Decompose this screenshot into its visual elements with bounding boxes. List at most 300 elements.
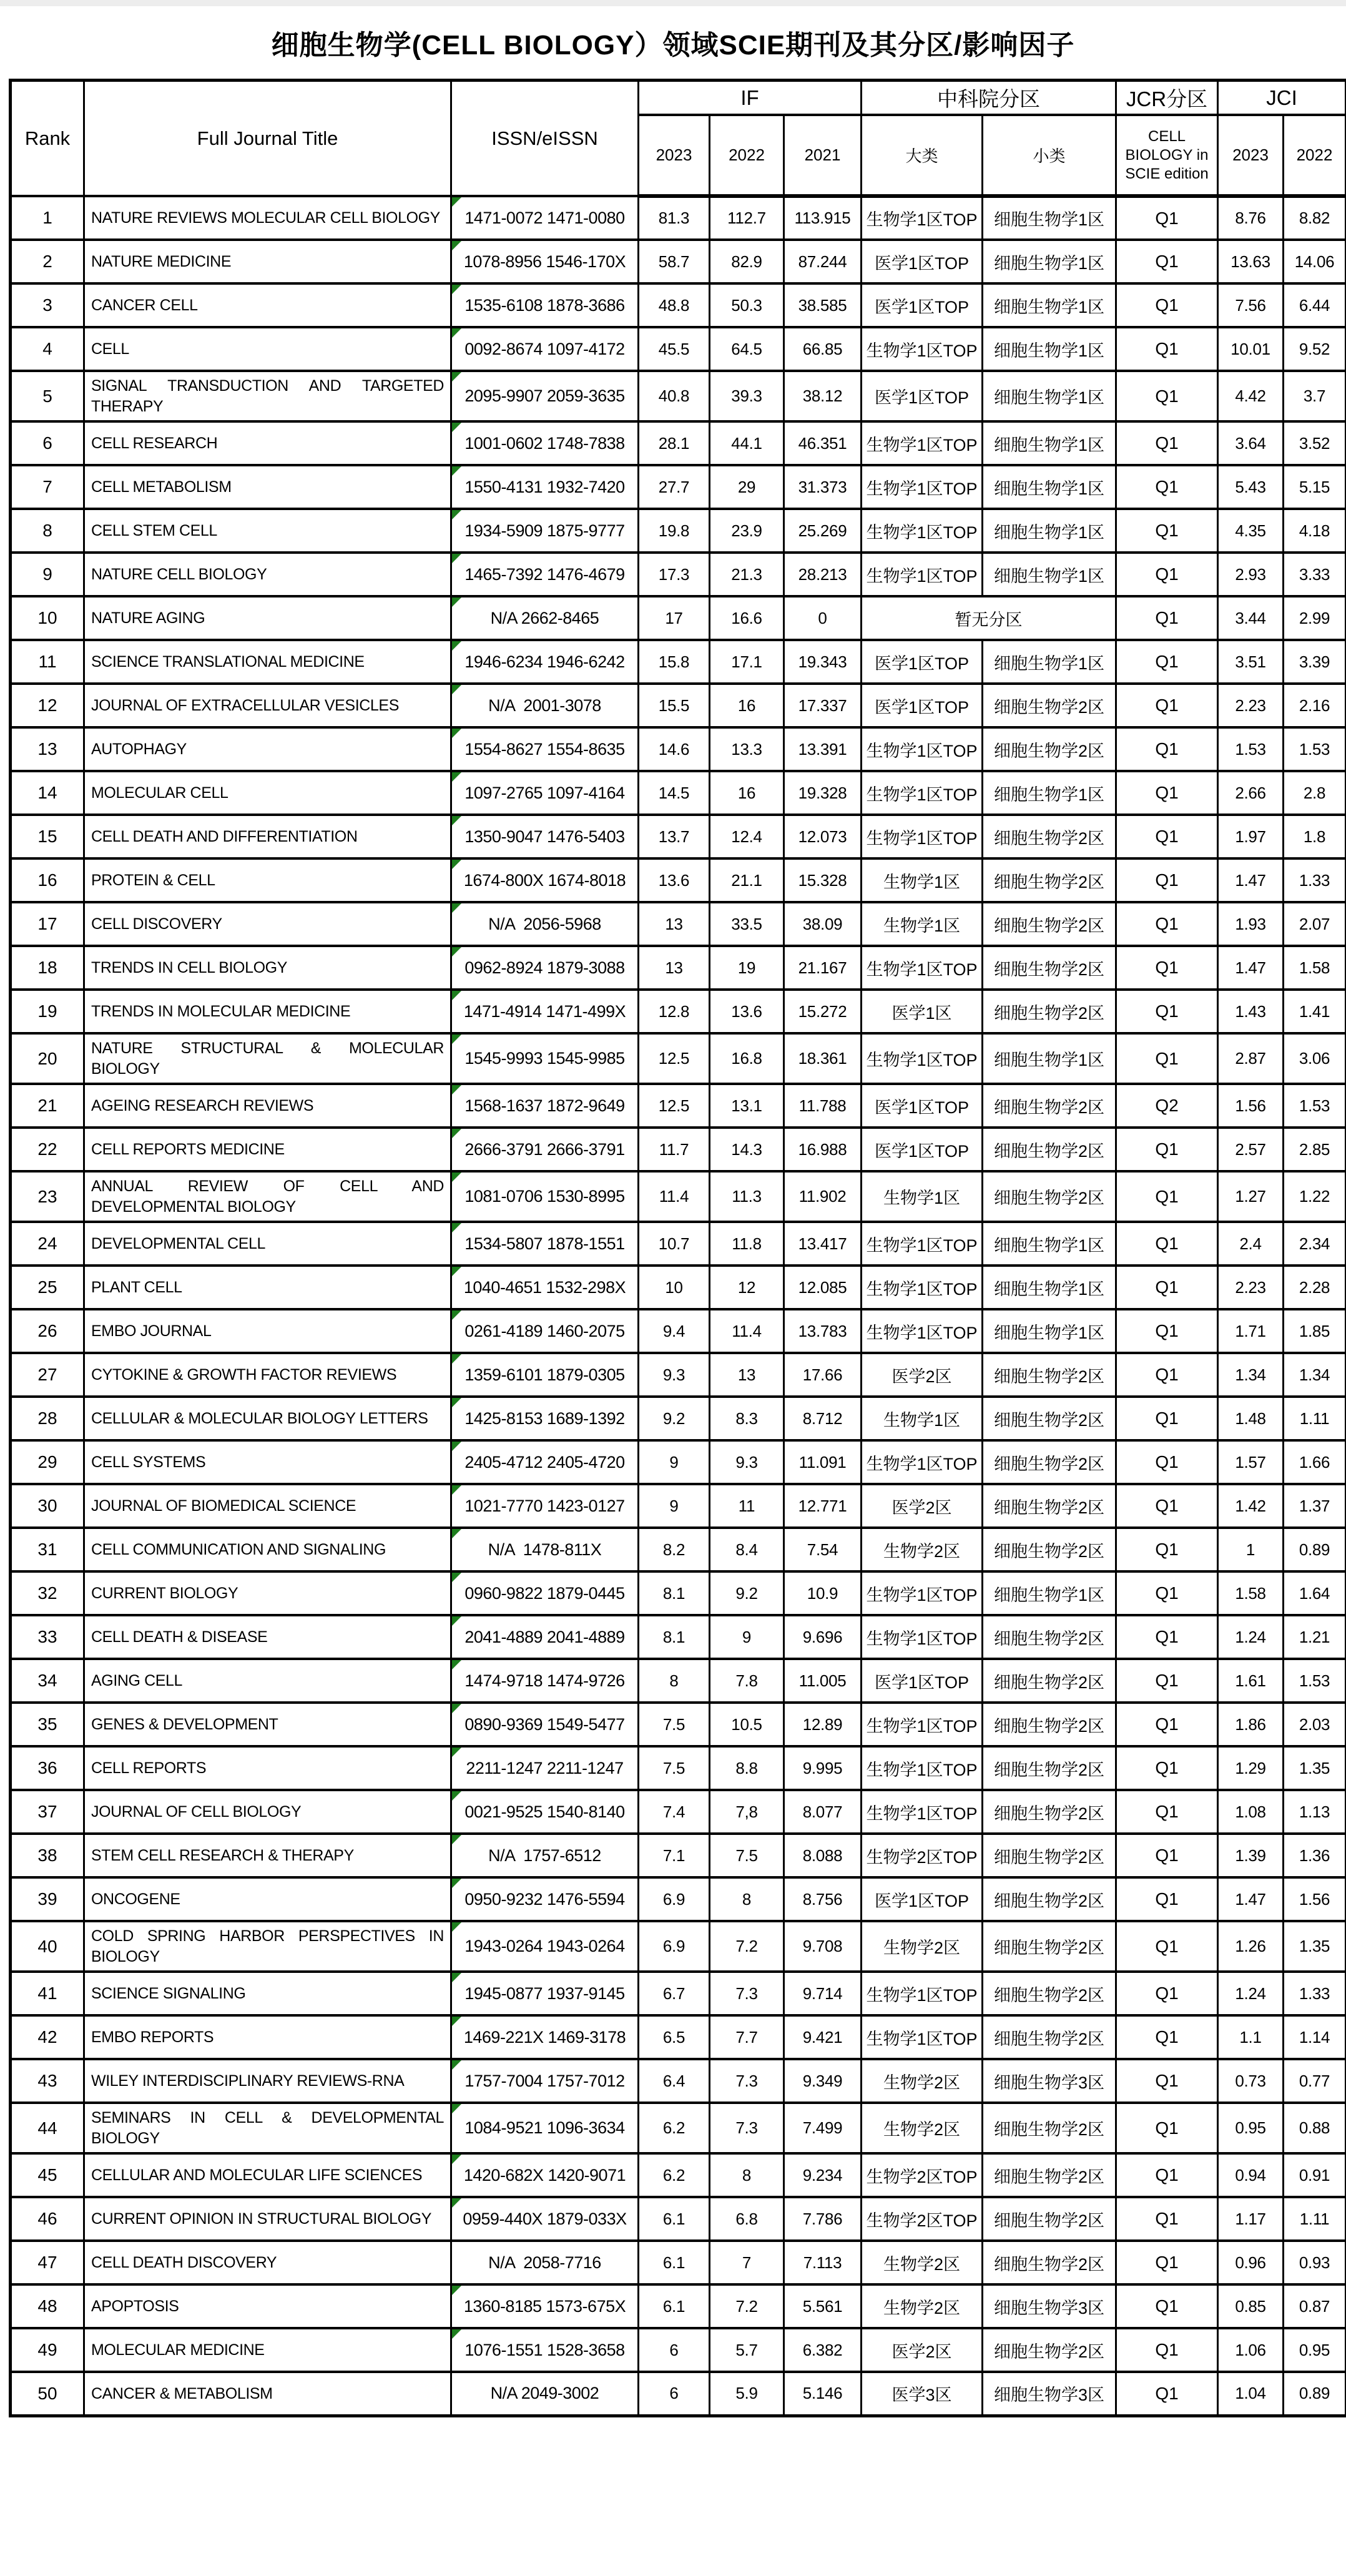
if-2022-cell: 29 <box>710 465 784 509</box>
jci-2023-cell: 1.1 <box>1218 2015 1284 2059</box>
green-corner-marker-icon <box>452 947 461 956</box>
table-row <box>11 421 1346 465</box>
green-corner-marker-icon <box>452 466 461 476</box>
if-2023-cell: 17 <box>639 596 710 640</box>
green-corner-marker-icon <box>452 991 461 1000</box>
table-row <box>11 371 1346 421</box>
issn-value: 1084-9521 1096-3634 <box>464 2118 625 2137</box>
if-2021-cell: 13.391 <box>784 727 862 771</box>
if-2023-cell: 11.7 <box>639 1128 710 1171</box>
green-corner-marker-icon <box>452 1129 461 1138</box>
jci-2022-cell: 1.22 <box>1284 1171 1346 1222</box>
if-2022-cell: 8 <box>710 1877 784 1921</box>
table-row <box>11 2284 1346 2328</box>
cas-major-cell: 生物学1区TOP <box>862 2015 983 2059</box>
if-2023-cell: 17.3 <box>639 553 710 596</box>
green-corner-marker-icon <box>452 2104 461 2113</box>
jcr-quartile-cell: Q1 <box>1116 2372 1218 2416</box>
issn-value: 2041-4889 2041-4889 <box>464 1627 625 1646</box>
journal-title-cell: SEMINARS IN CELL & DEVELOPMENTAL BIOLOGY <box>84 2103 451 2153</box>
issn-value: 1040-4651 1532-298X <box>463 1277 626 1297</box>
rank-cell: 2 <box>11 240 84 283</box>
cas-minor-cell: 细胞生物学3区 <box>983 2059 1116 2103</box>
issn-value: 1471-4914 1471-499X <box>463 1001 626 1021</box>
table-row <box>11 2015 1346 2059</box>
rank-cell: 3 <box>11 283 84 327</box>
jci-2022-cell: 0.93 <box>1284 2241 1346 2284</box>
cas-major-cell: 生物学1区 <box>862 1171 983 1222</box>
if-2023-cell: 7.5 <box>639 1703 710 1746</box>
rank-cell: 11 <box>11 640 84 684</box>
journal-title-cell: CELL SYSTEMS <box>84 1440 451 1484</box>
cas-major-cell: 医学2区 <box>862 2328 983 2372</box>
jci-2023-cell: 1.47 <box>1218 858 1284 902</box>
journal-title-cell: GENES & DEVELOPMENT <box>84 1703 451 1746</box>
issn-cell <box>451 1659 639 1703</box>
jci-2023-cell: 3.51 <box>1218 640 1284 684</box>
rank-cell: 19 <box>11 990 84 1033</box>
jci-2023-cell: 1.24 <box>1218 1972 1284 2015</box>
jci-2023-cell: 8.76 <box>1218 196 1284 240</box>
issn-value: 1359-6101 1879-0305 <box>464 1365 625 1384</box>
cas-major-cell: 生物学2区 <box>862 2059 983 2103</box>
rank-cell: 1 <box>11 196 84 240</box>
table-row <box>11 1033 1346 1084</box>
issn-cell <box>451 1033 639 1084</box>
if-2023-cell: 8.1 <box>639 1571 710 1615</box>
issn-value: 1945-0877 1937-9145 <box>464 1984 625 2003</box>
journal-title-cell: CELL DEATH AND DIFFERENTIATION <box>84 815 451 858</box>
issn-value: 1360-8185 1573-675X <box>463 2296 626 2316</box>
issn-value: 0092-8674 1097-4172 <box>464 339 625 358</box>
jci-2022-cell: 0.77 <box>1284 2059 1346 2103</box>
if-2023-cell: 10 <box>639 1266 710 1309</box>
if-2023-cell: 6.9 <box>639 1877 710 1921</box>
table-row <box>11 2059 1346 2103</box>
cas-minor-cell: 细胞生物学2区 <box>983 2153 1116 2197</box>
cas-major-cell: 暂无分区 <box>862 596 1116 640</box>
table-row <box>11 2372 1346 2416</box>
cas-major-header: 大类 <box>862 115 983 196</box>
journal-title-cell: EMBO REPORTS <box>84 2015 451 2059</box>
if-2022-cell: 17.1 <box>710 640 784 684</box>
jci-2022-cell: 1.66 <box>1284 1440 1346 1484</box>
if-2022-cell: 7.5 <box>710 1834 784 1877</box>
journal-title-cell: TRENDS IN CELL BIOLOGY <box>84 946 451 990</box>
jci-2023-cell: 2.57 <box>1218 1128 1284 1171</box>
if-2023-cell: 7.1 <box>639 1834 710 1877</box>
table-row <box>11 990 1346 1033</box>
cas-major-cell: 医学1区TOP <box>862 371 983 421</box>
table-row <box>11 1171 1346 1222</box>
jci-2023-cell: 1.71 <box>1218 1309 1284 1353</box>
cas-minor-cell: 细胞生物学2区 <box>983 2328 1116 2372</box>
cas-minor-cell: 细胞生物学2区 <box>983 815 1116 858</box>
rank-cell: 8 <box>11 509 84 553</box>
cas-major-cell: 生物学1区TOP <box>862 815 983 858</box>
if-2021-cell: 12.085 <box>784 1266 862 1309</box>
table-row <box>11 1746 1346 1790</box>
jci-2023-cell: 1.24 <box>1218 1615 1284 1659</box>
if-2021-cell: 11.788 <box>784 1084 862 1128</box>
journal-title-cell: CELL DEATH & DISEASE <box>84 1615 451 1659</box>
if-2021-cell: 13.417 <box>784 1222 862 1266</box>
journal-title-cell: WILEY INTERDISCIPLINARY REVIEWS-RNA <box>84 2059 451 2103</box>
cas-major-cell: 医学1区TOP <box>862 684 983 727</box>
if-2021-cell: 8.756 <box>784 1877 862 1921</box>
table-row <box>11 553 1346 596</box>
if-2023-cell: 6.9 <box>639 1921 710 1972</box>
cas-minor-cell: 细胞生物学2区 <box>983 1171 1116 1222</box>
if-2022-cell: 39.3 <box>710 371 784 421</box>
journal-ranking-table <box>9 79 1346 2417</box>
rank-cell: 26 <box>11 1309 84 1353</box>
if-2021-cell: 12.771 <box>784 1484 862 1528</box>
issn-value: 2405-4712 2405-4720 <box>464 1452 625 1472</box>
rank-cell: 13 <box>11 727 84 771</box>
jci-2023-cell: 2.87 <box>1218 1033 1284 1084</box>
issn-value: 0960-9822 1879-0445 <box>464 1583 625 1603</box>
cas-minor-cell: 细胞生物学2区 <box>983 1397 1116 1440</box>
jcr-quartile-cell: Q1 <box>1116 1615 1218 1659</box>
if-2021-cell: 19.343 <box>784 640 862 684</box>
journal-title-cell: JOURNAL OF BIOMEDICAL SCIENCE <box>84 1484 451 1528</box>
cas-major-cell: 生物学2区 <box>862 1921 983 1972</box>
table-row <box>11 1834 1346 1877</box>
cas-minor-cell: 细胞生物学2区 <box>983 2197 1116 2241</box>
if-2023-header: 2023 <box>639 115 710 196</box>
jci-2022-cell: 1.58 <box>1284 946 1346 990</box>
if-2023-cell: 81.3 <box>639 196 710 240</box>
rank-cell: 35 <box>11 1703 84 1746</box>
cas-major-cell: 医学1区TOP <box>862 640 983 684</box>
cas-minor-cell: 细胞生物学3区 <box>983 2284 1116 2328</box>
issn-value: 1425-8153 1689-1392 <box>464 1408 625 1428</box>
jcr-quartile-cell: Q2 <box>1116 1084 1218 1128</box>
issn-cell <box>451 1834 639 1877</box>
issn-value: 2666-3791 2666-3791 <box>464 1139 625 1159</box>
green-corner-marker-icon <box>452 903 461 913</box>
if-2021-cell: 7.54 <box>784 1528 862 1571</box>
issn-value: 1469-221X 1469-3178 <box>463 2027 626 2047</box>
issn-cell <box>451 1921 639 1972</box>
if-2021-cell: 7.499 <box>784 2103 862 2153</box>
issn-cell <box>451 1397 639 1440</box>
if-2023-cell: 8.2 <box>639 1528 710 1571</box>
issn-value: 1943-0264 1943-0264 <box>464 1937 625 1955</box>
cas-minor-cell: 细胞生物学2区 <box>983 1353 1116 1397</box>
if-2021-cell: 9.714 <box>784 1972 862 2015</box>
table-row <box>11 902 1346 946</box>
if-2023-cell: 6 <box>639 2328 710 2372</box>
if-2021-cell: 5.561 <box>784 2284 862 2328</box>
cas-minor-cell: 细胞生物学2区 <box>983 1484 1116 1528</box>
jcr-partition-group-header: JCR分区 <box>1116 81 1218 116</box>
cas-minor-cell: 细胞生物学1区 <box>983 553 1116 596</box>
table-row <box>11 1440 1346 1484</box>
rank-cell: 33 <box>11 1615 84 1659</box>
cas-major-cell: 生物学1区TOP <box>862 553 983 596</box>
issn-cell <box>451 371 639 421</box>
jci-2023-cell: 4.35 <box>1218 509 1284 553</box>
rank-cell: 29 <box>11 1440 84 1484</box>
cas-minor-cell: 细胞生物学1区 <box>983 1222 1116 1266</box>
issn-value: 1946-6234 1946-6242 <box>464 652 625 671</box>
table-row <box>11 1084 1346 1128</box>
if-2021-cell: 38.585 <box>784 283 862 327</box>
if-2021-cell: 9.421 <box>784 2015 862 2059</box>
green-corner-marker-icon <box>452 1442 461 1451</box>
rank-cell: 18 <box>11 946 84 990</box>
if-2023-cell: 6.4 <box>639 2059 710 2103</box>
if-2023-cell: 6.2 <box>639 2103 710 2153</box>
issn-value: 1081-0706 1530-8995 <box>464 1187 625 1206</box>
cas-minor-cell: 细胞生物学2区 <box>983 2103 1116 2153</box>
journal-title-cell: AUTOPHAGY <box>84 727 451 771</box>
jci-2022-cell: 1.11 <box>1284 2197 1346 2241</box>
green-corner-marker-icon <box>452 1085 461 1094</box>
cas-major-cell: 医学1区TOP <box>862 240 983 283</box>
cas-major-cell: 生物学1区TOP <box>862 1266 983 1309</box>
cas-minor-cell: 细胞生物学1区 <box>983 771 1116 815</box>
jci-2023-cell: 1.39 <box>1218 1834 1284 1877</box>
if-2023-cell: 58.7 <box>639 240 710 283</box>
if-2023-cell: 48.8 <box>639 283 710 327</box>
journal-title-cell: NATURE AGING <box>84 596 451 640</box>
cas-minor-cell: 细胞生物学2区 <box>983 1921 1116 1972</box>
journal-title-cell: CELL REPORTS MEDICINE <box>84 1128 451 1171</box>
green-corner-marker-icon <box>452 1791 461 1801</box>
if-2023-cell: 15.8 <box>639 640 710 684</box>
jcr-quartile-cell: Q1 <box>1116 858 1218 902</box>
journal-title-cell: DEVELOPMENTAL CELL <box>84 1222 451 1266</box>
jcr-quartile-cell: Q1 <box>1116 640 1218 684</box>
issn-cell <box>451 1571 639 1615</box>
jci-2022-cell: 3.7 <box>1284 371 1346 421</box>
issn-cell <box>451 240 639 283</box>
cas-minor-cell: 细胞生物学2区 <box>983 990 1116 1033</box>
rank-cell: 41 <box>11 1972 84 2015</box>
journal-title-cell: ANNUAL REVIEW OF CELL AND DEVELOPMENTAL BIOLOGY <box>84 1171 451 1222</box>
jci-2023-cell: 1.47 <box>1218 946 1284 990</box>
page-title: 细胞生物学(CELL BIOLOGY）领域SCIE期刊及其分区/影响因子 <box>271 30 1075 61</box>
jci-2022-cell: 2.85 <box>1284 1128 1346 1171</box>
table-row <box>11 2153 1346 2197</box>
if-2022-cell: 16.6 <box>710 596 784 640</box>
if-2022-cell: 44.1 <box>710 421 784 465</box>
journal-title-cell: SIGNAL TRANSDUCTION AND TARGETED THERAPY <box>84 371 451 421</box>
issn-value: 0959-440X 1879-033X <box>463 2209 627 2228</box>
issn-cell <box>451 1222 639 1266</box>
cas-minor-cell: 细胞生物学2区 <box>983 1659 1116 1703</box>
issn-cell <box>451 1703 639 1746</box>
issn-value: N/A 1757-6512 <box>488 1846 601 1865</box>
jcr-quartile-cell: Q1 <box>1116 1972 1218 2015</box>
if-2023-cell: 13 <box>639 902 710 946</box>
if-2023-cell: 7.4 <box>639 1790 710 1834</box>
jcr-quartile-cell: Q1 <box>1116 1484 1218 1528</box>
issn-value: 1474-9718 1474-9726 <box>464 1671 625 1690</box>
journal-table-body <box>11 196 1346 2416</box>
jci-2023-cell: 1.17 <box>1218 2197 1284 2241</box>
green-corner-marker-icon <box>452 816 461 825</box>
cas-major-cell: 生物学1区TOP <box>862 1703 983 1746</box>
issn-value: N/A 2662-8465 <box>490 608 599 627</box>
if-2021-cell: 18.361 <box>784 1033 862 1084</box>
issn-cell <box>451 509 639 553</box>
table-row <box>11 2241 1346 2284</box>
jcr-quartile-cell: Q1 <box>1116 465 1218 509</box>
if-2023-cell: 19.8 <box>639 509 710 553</box>
issn-value: 2095-9907 2059-3635 <box>464 386 625 405</box>
journal-title-cell: NATURE STRUCTURAL & MOLECULAR BIOLOGY <box>84 1033 451 1084</box>
journal-title-cell: CANCER CELL <box>84 283 451 327</box>
rank-cell: 10 <box>11 596 84 640</box>
cas-major-cell: 生物学2区 <box>862 2103 983 2153</box>
jci-2023-cell: 2.4 <box>1218 1222 1284 1266</box>
window-top-strip <box>0 0 1346 6</box>
cas-major-cell: 生物学2区TOP <box>862 2197 983 2241</box>
if-group-header: IF <box>639 81 862 116</box>
cas-major-cell: 生物学1区 <box>862 1397 983 1440</box>
jci-2022-cell: 1.34 <box>1284 1353 1346 1397</box>
jcr-quartile-cell: Q1 <box>1116 684 1218 727</box>
jci-2023-cell: 13.63 <box>1218 240 1284 283</box>
if-2023-cell: 6.7 <box>639 1972 710 2015</box>
rank-cell: 36 <box>11 1746 84 1790</box>
issn-value: 0021-9525 1540-8140 <box>464 1802 625 1821</box>
if-2021-cell: 12.073 <box>784 815 862 858</box>
issn-cell <box>451 1309 639 1353</box>
cas-major-cell: 生物学1区TOP <box>862 509 983 553</box>
journal-title-cell: CELLULAR AND MOLECULAR LIFE SCIENCES <box>84 2153 451 2197</box>
issn-value: 1674-800X 1674-8018 <box>463 870 626 890</box>
rank-column-header: Rank <box>11 81 84 197</box>
if-2021-cell: 46.351 <box>784 421 862 465</box>
rank-cell: 46 <box>11 2197 84 2241</box>
jci-2022-cell: 14.06 <box>1284 240 1346 283</box>
if-2022-cell: 5.9 <box>710 2372 784 2416</box>
if-2022-cell: 23.9 <box>710 509 784 553</box>
table-row <box>11 1397 1346 1440</box>
jci-2022-cell: 0.89 <box>1284 2372 1346 2416</box>
jci-2023-cell: 1.26 <box>1218 1921 1284 1972</box>
table-row <box>11 1353 1346 1397</box>
jci-2023-cell: 3.44 <box>1218 596 1284 640</box>
if-2023-cell: 9 <box>639 1440 710 1484</box>
jcr-quartile-cell: Q1 <box>1116 1571 1218 1615</box>
jci-2022-cell: 1.53 <box>1284 727 1346 771</box>
jcr-quartile-cell: Q1 <box>1116 283 1218 327</box>
if-2021-cell: 11.091 <box>784 1440 862 1484</box>
if-2022-cell: 14.3 <box>710 1128 784 1171</box>
cas-minor-cell: 细胞生物学2区 <box>983 2241 1116 2284</box>
if-2022-cell: 8.8 <box>710 1746 784 1790</box>
cas-minor-cell: 细胞生物学2区 <box>983 727 1116 771</box>
if-2021-cell: 15.328 <box>784 858 862 902</box>
if-2022-cell: 21.3 <box>710 553 784 596</box>
journal-title-cell: CELL DISCOVERY <box>84 902 451 946</box>
if-2023-cell: 27.7 <box>639 465 710 509</box>
journal-title-cell: SCIENCE SIGNALING <box>84 1972 451 2015</box>
jci-2022-cell: 0.91 <box>1284 2153 1346 2197</box>
rank-cell: 39 <box>11 1877 84 1921</box>
cas-minor-cell: 细胞生物学1区 <box>983 640 1116 684</box>
table-row <box>11 640 1346 684</box>
jcr-quartile-cell: Q1 <box>1116 240 1218 283</box>
green-corner-marker-icon <box>452 1922 461 1932</box>
green-corner-marker-icon <box>452 1835 461 1844</box>
if-2022-cell: 33.5 <box>710 902 784 946</box>
green-corner-marker-icon <box>452 197 461 207</box>
jci-2022-cell: 1.35 <box>1284 1921 1346 1972</box>
table-row <box>11 240 1346 283</box>
green-corner-marker-icon <box>452 1879 461 1888</box>
green-corner-marker-icon <box>452 641 461 651</box>
if-2022-cell: 16 <box>710 771 784 815</box>
jci-2023-cell: 1.08 <box>1218 1790 1284 1834</box>
if-2022-cell: 7.3 <box>710 1972 784 2015</box>
cas-major-cell: 医学2区 <box>862 1484 983 1528</box>
issn-cell <box>451 1615 639 1659</box>
issn-cell <box>451 1353 639 1397</box>
jcr-quartile-cell: Q1 <box>1116 1171 1218 1222</box>
journal-title-cell: SCIENCE TRANSLATIONAL MEDICINE <box>84 640 451 684</box>
cas-major-cell: 生物学1区TOP <box>862 1972 983 2015</box>
jcr-quartile-cell: Q1 <box>1116 327 1218 371</box>
green-corner-marker-icon <box>452 1616 461 1626</box>
if-2021-cell: 9.708 <box>784 1921 862 1972</box>
if-2023-cell: 6.1 <box>639 2197 710 2241</box>
jcr-quartile-cell: Q1 <box>1116 1128 1218 1171</box>
jcr-quartile-cell: Q1 <box>1116 596 1218 640</box>
if-2022-cell: 7.2 <box>710 1921 784 1972</box>
if-2022-cell: 13 <box>710 1353 784 1397</box>
jci-2022-cell: 1.21 <box>1284 1615 1346 1659</box>
jci-2022-cell: 2.99 <box>1284 596 1346 640</box>
rank-cell: 37 <box>11 1790 84 1834</box>
jci-2023-cell: 10.01 <box>1218 327 1284 371</box>
green-corner-marker-icon <box>452 1660 461 1669</box>
if-2022-cell: 13.3 <box>710 727 784 771</box>
jci-2022-cell: 1.35 <box>1284 1746 1346 1790</box>
journal-title-cell: EMBO JOURNAL <box>84 1309 451 1353</box>
jci-2022-cell: 0.88 <box>1284 2103 1346 2153</box>
jcr-quartile-cell: Q1 <box>1116 2328 1218 2372</box>
cas-minor-cell: 细胞生物学2区 <box>983 2015 1116 2059</box>
jci-2023-cell: 2.93 <box>1218 553 1284 596</box>
jcr-quartile-cell: Q1 <box>1116 727 1218 771</box>
if-2021-header: 2021 <box>784 115 862 196</box>
if-2021-cell: 9.234 <box>784 2153 862 2197</box>
table-row <box>11 1128 1346 1171</box>
if-2023-cell: 9.3 <box>639 1353 710 1397</box>
jci-2022-cell: 3.39 <box>1284 640 1346 684</box>
cas-major-cell: 医学2区 <box>862 1353 983 1397</box>
rank-cell: 15 <box>11 815 84 858</box>
journal-title-cell: CURRENT OPINION IN STRUCTURAL BIOLOGY <box>84 2197 451 2241</box>
rank-cell: 23 <box>11 1171 84 1222</box>
jci-2023-cell: 5.43 <box>1218 465 1284 509</box>
green-corner-marker-icon <box>452 1704 461 1713</box>
journal-title-cell: PROTEIN & CELL <box>84 858 451 902</box>
green-corner-marker-icon <box>452 285 461 294</box>
if-2021-cell: 9.995 <box>784 1746 862 1790</box>
jcr-quartile-cell: Q1 <box>1116 1397 1218 1440</box>
issn-cell <box>451 1746 639 1790</box>
green-corner-marker-icon <box>452 2060 461 2070</box>
cas-major-cell: 生物学1区TOP <box>862 421 983 465</box>
